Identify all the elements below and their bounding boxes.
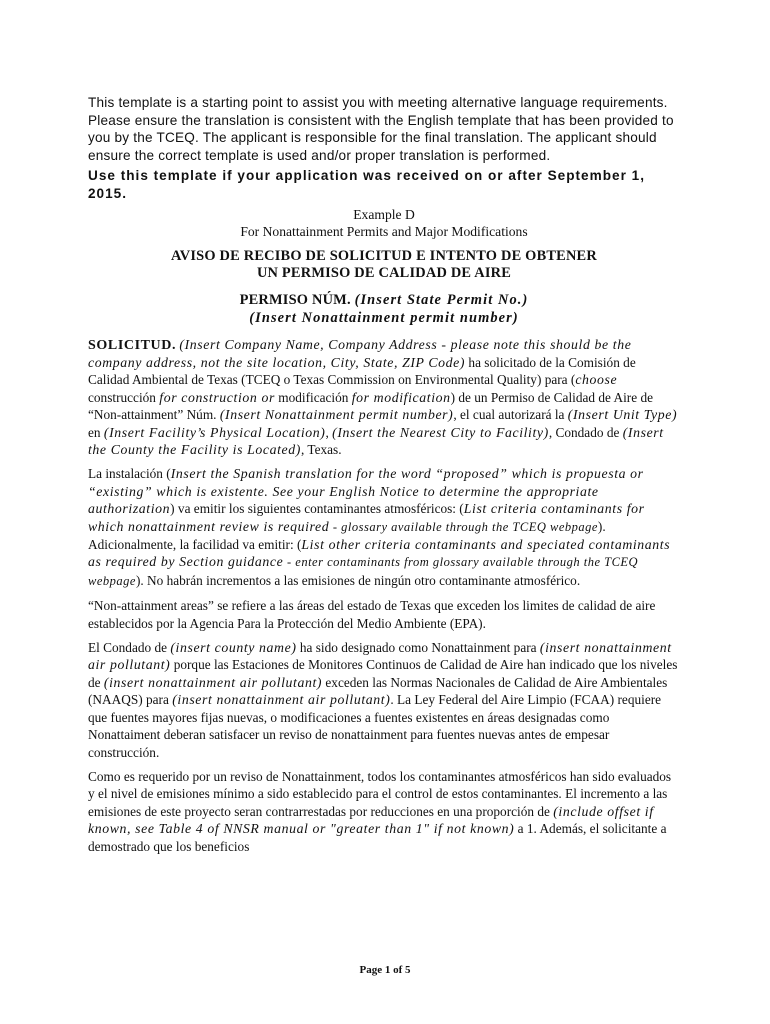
county-name-placeholder: (insert county name) — [170, 640, 297, 656]
nonattainment-permit-placeholder: (Insert Nonattainment permit number) — [249, 310, 519, 327]
paragraph-text: construcción — [88, 389, 160, 405]
example-subtitle: For Nonattainment Permits and Major Modifications — [240, 223, 528, 239]
page-number: Page 1 of 5 — [359, 964, 411, 976]
paragraph-text: porque las Estaciones de Monitores Continuos de Calidad de Aire han indicado que los niveles de — [88, 657, 678, 690]
facility-location-placeholder: (Insert Facility’s Physical Location) — [103, 424, 326, 440]
proposed-existing-placeholder: Insert the Spanish translation for the word “proposed” which is propuesta or “existing” which is existente. See your English Notice to determine the appropriate authorization — [88, 466, 644, 517]
paragraph-text: ). Adicionalmente, la facilidad va emitir: ( — [88, 518, 606, 553]
application-paragraph — [88, 336, 680, 459]
paragraph-text: ha solicitado de la Comisión de Calidad Ambiental de Texas (TCEQ o Texas Commission on Environmental Quality) para ( — [88, 354, 636, 388]
glossary-note: - glossary available through the TCEQ webpage — [329, 519, 598, 534]
paragraph-text: , Condado de — [548, 424, 623, 440]
date-applicability-note: Use this template if your application was received on or after September 1, 2015. — [88, 168, 645, 201]
permit-number-placeholder: (Insert Nonattainment permit number) — [219, 407, 454, 423]
facility-emissions-paragraph — [88, 465, 680, 590]
paragraph-text: , — [325, 424, 333, 440]
pollutant-placeholder: (insert nonattainment air pollutant) — [172, 692, 391, 708]
state-permit-placeholder: (Insert State Permit No.) — [354, 291, 529, 308]
paragraph-text: El Condado de — [88, 640, 171, 656]
paragraph-text: . La Ley Federal del Aire Limpio (FCAA) requiere que fuentes mayores fijas nuevas, o modificaciones a fuentes existentes en áreas designadas como Nonattaiment deberan satisfacer un reviso de nonattainment para fuentes nuevas antes de empesar construcción. — [88, 692, 662, 760]
choose-placeholder: choose — [575, 372, 618, 388]
modification-placeholder: for modification — [351, 389, 451, 405]
paragraph-text: , Texas. — [300, 442, 342, 457]
paragraph-text: exceden las Normas Nacionales de Calidad de Aire Ambientales (NAAQS) para — [88, 674, 668, 708]
company-placeholder: (Insert Company Name, Company Address - please note this should be the company address, not the site location, City, State, ZIP Code) — [88, 336, 632, 370]
paragraph-text: en — [88, 424, 104, 440]
example-label: Example D — [353, 206, 415, 222]
construction-placeholder: for construction or — [159, 389, 275, 405]
paragraph-text: ha sido designado como Nonattainment para — [296, 640, 540, 656]
document-body — [88, 94, 680, 855]
glossary-note: - enter contaminants from glossary available through the TCEQ webpage — [88, 555, 639, 588]
county-designation-paragraph — [88, 639, 680, 761]
paragraph-text: ) va emitir los siguientes contaminantes atmosféricos: ( — [170, 501, 464, 517]
unit-type-placeholder: (Insert Unit Type) — [567, 407, 678, 423]
other-contaminants-placeholder: List other criteria contaminants and speciated contaminants as required by Section guidance — [88, 537, 671, 570]
offset-paragraph — [88, 768, 680, 855]
paragraph-text: Como es requerido por un reviso de Nonattainment, todos los contaminantes atmosféricos han sido evaluados y el nivel de emisiones mínimo a sido establecido para el control de estos contaminantes. El incremento a las emisiones de este proyecto seran contrarrestadas por reducciones en una proporción de — [88, 768, 672, 819]
notice-title — [88, 248, 680, 283]
criteria-contaminants-placeholder: List criteria contaminants for which nonattainment review is required — [88, 501, 645, 534]
paragraph-text: ) de un Permiso de Calidad de Aire de “Non-attainment” Núm. — [88, 389, 653, 423]
permit-number-heading — [88, 291, 680, 328]
nonattainment-permit-line — [88, 309, 680, 328]
notice-title-line-1: AVISO DE RECIBO DE SOLICITUD E INTENTO DE OBTENER — [171, 247, 597, 264]
template-instructions: This template is a starting point to assist you with meeting alternative language requirements. Please ensure the translation is consistent with the English template that has been provided to you by the TCEQ. The applicant is responsible for the final translation. The applicant should ensure the correct template is used and/or proper translation is performed. — [88, 95, 674, 163]
paragraph-text: ). No habrán incrementos a las emisiones de ningún otro contaminante atmosférico. — [135, 572, 581, 588]
nonattainment-definition-paragraph: “Non-attainment areas” se refiere a las áreas del estado de Texas que exceden los limites de calidad de aire establecidos por la Agencia Para la Protección del Medio Ambiente (EPA). — [88, 598, 656, 631]
paragraph-text: modificación — [274, 389, 352, 405]
pollutant-placeholder: (insert nonattainment air pollutant) — [88, 640, 672, 673]
application-lead: SOLICITUD. — [88, 337, 177, 353]
nearest-city-placeholder: (Insert the Nearest City to Facility) — [332, 424, 549, 440]
offset-placeholder: (include offset if known, see Table 4 of NNSR manual or "greater than 1" if not known) — [88, 803, 654, 837]
pollutant-placeholder: (insert nonattainment air pollutant) — [103, 674, 323, 690]
county-placeholder: (Insert the County the Facility is Located) — [88, 424, 664, 457]
paragraph-text: a 1. Además, el solicitante a demostrado que los beneficios — [88, 821, 667, 854]
paragraph-text: La instalación ( — [88, 466, 171, 482]
permit-label: PERMISO NÚM. — [239, 291, 351, 308]
permit-number-line — [88, 291, 680, 310]
notice-title-line-2: UN PERMISO DE CALIDAD DE AIRE — [256, 265, 512, 282]
paragraph-text: , el cual autorizará la — [453, 407, 568, 423]
